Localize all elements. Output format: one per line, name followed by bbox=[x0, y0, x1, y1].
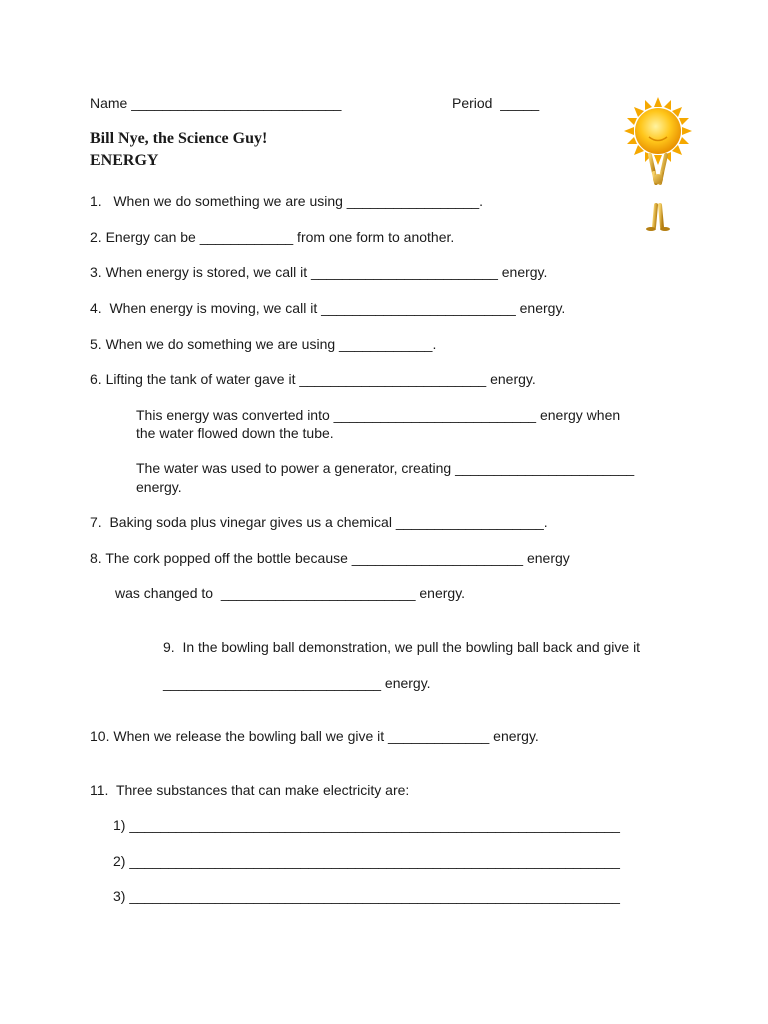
question-11-answer-3: 3) _______________________________________________________________ bbox=[113, 888, 620, 904]
question-6a-line1: This energy was converted into __________________________ energy when bbox=[136, 407, 621, 423]
question-7: 7. Baking soda plus vinegar gives us a chemical ___________________. bbox=[90, 514, 548, 530]
question-9-line2: ____________________________ energy. bbox=[163, 675, 431, 691]
question-1: 1. When we do something we are using _________________. bbox=[90, 193, 484, 209]
period-field-line: Period _____ bbox=[452, 95, 540, 111]
sun-stick-figure-icon bbox=[594, 93, 728, 233]
question-6: 6. Lifting the tank of water gave it ________________________ energy. bbox=[90, 371, 536, 387]
question-6b-line1: The water was used to power a generator, creating _______________________ bbox=[136, 460, 635, 476]
question-8-line1: 8. The cork popped off the bottle because ______________________ energy bbox=[90, 550, 570, 566]
question-4: 4. When energy is moving, we call it _________________________ energy. bbox=[90, 300, 566, 316]
question-11: 11. Three substances that can make electricity are: bbox=[90, 782, 410, 798]
question-5: 5. When we do something we are using ____________. bbox=[90, 336, 437, 352]
question-6b-line2: energy. bbox=[136, 479, 182, 495]
question-9-line1: 9. In the bowling ball demonstration, we pull the bowling ball back and give it bbox=[163, 639, 641, 655]
question-8-line2: was changed to _________________________ energy. bbox=[115, 585, 466, 601]
worksheet-subtitle: ENERGY bbox=[90, 152, 159, 169]
question-2: 2. Energy can be ____________ from one form to another. bbox=[90, 229, 455, 245]
name-field-line: Name ___________________________ bbox=[90, 95, 342, 111]
question-11-answer-2: 2) _______________________________________________________________ bbox=[113, 853, 620, 869]
question-11-answer-1: 1) _______________________________________________________________ bbox=[113, 817, 620, 833]
question-10: 10. When we release the bowling ball we give it _____________ energy. bbox=[90, 728, 539, 744]
question-3: 3. When energy is stored, we call it ________________________ energy. bbox=[90, 264, 548, 280]
worksheet-title: Bill Nye, the Science Guy! bbox=[90, 130, 268, 147]
question-6a-line2: the water flowed down the tube. bbox=[136, 425, 334, 441]
